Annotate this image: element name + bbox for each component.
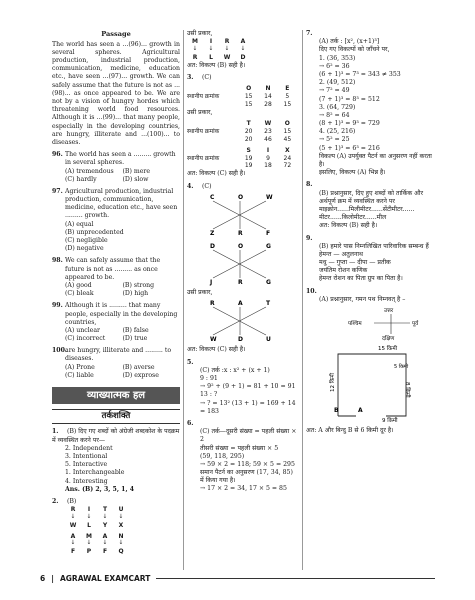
code-letter: U bbox=[118, 506, 124, 514]
letter: I bbox=[266, 146, 270, 154]
position-group bbox=[187, 85, 297, 109]
answer-number: 9. bbox=[306, 234, 313, 242]
distance-bottom: 9 किमी bbox=[382, 418, 398, 424]
row-label bbox=[187, 85, 239, 93]
conclusion: अत: विकल्प (B) सही है। bbox=[187, 61, 246, 69]
answer-line: अत: विकल्प (B) सही है। bbox=[319, 222, 378, 230]
answer-result: Ans. (B) 2, 3, 5, 1, 4 bbox=[65, 485, 135, 493]
question bbox=[52, 188, 180, 254]
answer-line: जयंतिम रोशन कणिक bbox=[319, 267, 368, 275]
answer-line: → 8² = 64 bbox=[319, 111, 350, 119]
column-right bbox=[306, 30, 436, 435]
position-value: 15 bbox=[244, 92, 253, 100]
answer-7 bbox=[306, 30, 436, 177]
question-list bbox=[52, 151, 180, 380]
position-value: 14 bbox=[264, 92, 272, 100]
svg-text:J: J bbox=[210, 278, 213, 286]
same-way-label: उसी प्रकार, bbox=[187, 289, 213, 297]
code-letter: T bbox=[102, 506, 108, 514]
code-letter: A bbox=[102, 532, 108, 540]
code-letter: X bbox=[118, 521, 124, 529]
answer-line: इसलिए, विकल्प (A) भिन्न है। bbox=[319, 169, 386, 177]
svg-text:W: W bbox=[266, 193, 273, 201]
answer-line: दिए गए विकल्पों को जाँचने पर, bbox=[319, 46, 390, 54]
code-letter: M bbox=[192, 38, 198, 46]
row-label bbox=[187, 136, 239, 144]
answer-line: → 7² = 49 bbox=[319, 87, 350, 95]
position-value: 24 bbox=[283, 154, 292, 162]
answer-line: 2. (49, 512) bbox=[319, 79, 356, 87]
question-number: 100. bbox=[52, 347, 68, 355]
question-options bbox=[52, 327, 180, 343]
option: (D) high bbox=[122, 290, 149, 298]
code-row bbox=[65, 522, 145, 530]
answer-option: (C) bbox=[201, 182, 212, 190]
question-number: 97. bbox=[52, 187, 63, 195]
result-value: 28 bbox=[264, 100, 272, 108]
svg-text:D: D bbox=[210, 242, 215, 250]
conclusion: अत: विकल्प (C) सही है। bbox=[187, 170, 246, 178]
row-label bbox=[187, 120, 239, 128]
code-letter bbox=[251, 54, 267, 62]
row-label bbox=[187, 147, 239, 155]
answer-line: → 9² + (9 + 1) = 81 + 10 = 91 bbox=[200, 383, 296, 391]
answer-line: तीसरी संख्या = पहली संख्या × 5 bbox=[200, 444, 279, 452]
answer-2 bbox=[52, 498, 180, 556]
answer-line: 3. (64, 729) bbox=[319, 103, 356, 111]
answer-line: (59, 118, 295) bbox=[200, 452, 245, 460]
answer-items bbox=[52, 445, 180, 486]
question-stem bbox=[52, 302, 180, 327]
code-letter: D bbox=[240, 53, 246, 61]
question bbox=[52, 302, 180, 343]
option: (D) negative bbox=[65, 245, 104, 253]
distance-corner: 5 किमी bbox=[394, 364, 409, 370]
answer-9 bbox=[306, 235, 436, 284]
answer-line: → ? = 13² (13 + 1) = 169 + 14 bbox=[200, 399, 296, 407]
answer-line: = 183 bbox=[200, 407, 219, 415]
answer-line: (B) प्रश्नानुसार, दिए हुए शब्दों को तार्किक और अर्थपूर्ण क्रम में व्यवस्थित करने पर bbox=[319, 189, 423, 205]
svg-text:W: W bbox=[210, 336, 217, 344]
position-groups bbox=[187, 85, 297, 170]
code-arrows: ↓ ↓ ↓ ↓ bbox=[70, 540, 124, 547]
result-value: 45 bbox=[283, 135, 292, 143]
answer-lines bbox=[306, 243, 436, 284]
svg-text:R: R bbox=[238, 278, 243, 286]
code-letter: W bbox=[223, 53, 231, 61]
position-row bbox=[187, 155, 297, 163]
answer-line: 3. Intentional bbox=[65, 452, 108, 460]
letter: O bbox=[284, 119, 290, 127]
question-stem bbox=[52, 188, 180, 221]
answer-6 bbox=[187, 420, 297, 494]
question-number: 99. bbox=[52, 302, 63, 310]
code-letter: A bbox=[70, 532, 76, 540]
page-number: 6 bbox=[40, 574, 46, 583]
answer-line: → 5² = 25 bbox=[319, 136, 350, 144]
code-row bbox=[187, 38, 267, 46]
code-letter: N bbox=[118, 532, 124, 540]
position-value: 19 bbox=[244, 154, 253, 162]
result-value: 19 bbox=[244, 162, 253, 170]
position-group bbox=[187, 120, 297, 144]
question-text: The world has seen a ......... growth in several spheres. bbox=[65, 151, 176, 167]
question-stem bbox=[52, 151, 180, 167]
brand-name: AGRAWAL EXAMCART bbox=[59, 574, 151, 583]
conclusion: अत: विकल्प (C) सही है। bbox=[187, 346, 246, 354]
code-letter: I bbox=[87, 506, 91, 514]
column-middle bbox=[187, 30, 297, 494]
position-row bbox=[187, 128, 297, 136]
question-options bbox=[52, 168, 180, 184]
passage-text: The world has seen a ...(96)... growth in several spheres. Agricultural production, industrial production, communication, medicine, education etc., have seen ...(97)... growth. We can safely assume that the future is not as ...(98)... as once appeared to be. We are not by a vision of hungry hordes which threatening world food resources. Although it is ...(99)... that many people, especially in the developing countries, are hungry, illiterate and ...(100)... to diseases. bbox=[52, 40, 180, 146]
answer-lines bbox=[306, 38, 436, 177]
answer-line: 5. Interactive bbox=[65, 461, 108, 469]
letter: O bbox=[246, 85, 252, 93]
distance-right: 8 किमी bbox=[404, 382, 410, 398]
point-b: B bbox=[334, 407, 339, 414]
distance-top: 15 किमी bbox=[378, 346, 398, 352]
answer-intro: (B) दिए गए शब्दों को अंग्रेजी शब्दकोश के पदक्रम में व्यवस्थित करने पर— bbox=[52, 428, 180, 444]
letter: N bbox=[265, 85, 271, 93]
code-letter: F bbox=[102, 548, 108, 556]
option: (B) unprecedented bbox=[65, 228, 124, 236]
section-heading: तर्कशक्ति bbox=[52, 409, 180, 424]
result-value: 72 bbox=[283, 162, 292, 170]
option: (B) averse bbox=[122, 363, 155, 371]
answer-lines bbox=[306, 296, 436, 304]
compass-east: पूर्व bbox=[412, 321, 419, 327]
answer-line: (A) प्रश्नानुसार, गमन पथ निम्नवत् है – bbox=[319, 295, 406, 303]
result-value: 18 bbox=[264, 162, 272, 170]
position-row bbox=[187, 93, 297, 101]
question-text: We can safely assume that the future is not as ......... as once appeared to be. bbox=[65, 257, 161, 281]
code-letter bbox=[129, 548, 145, 556]
answer-line: (C) तर्क :x : x² + (x + 1) bbox=[200, 366, 270, 374]
question-stem bbox=[52, 257, 180, 282]
question bbox=[52, 151, 180, 184]
code-letter: L bbox=[209, 53, 213, 61]
letter: E bbox=[285, 85, 290, 93]
answer-line: → 17 × 2 = 34, 17 × 5 = 85 bbox=[200, 485, 287, 493]
result-value: 15 bbox=[283, 100, 292, 108]
code-letter: I bbox=[209, 38, 213, 46]
point-a: A bbox=[358, 407, 363, 414]
svg-text:D: D bbox=[238, 336, 243, 344]
option: (C) liable bbox=[65, 371, 94, 379]
svg-text:U: U bbox=[266, 336, 271, 344]
option: (C) bleak bbox=[65, 290, 94, 298]
footer-rule bbox=[156, 578, 435, 579]
position-value: 23 bbox=[264, 127, 272, 135]
question-options bbox=[52, 364, 180, 380]
option: (A) Prone bbox=[65, 363, 95, 371]
letter: S bbox=[246, 146, 251, 154]
letter: W bbox=[264, 119, 272, 127]
position-value: 9 bbox=[266, 154, 270, 162]
code-letter: R bbox=[224, 38, 230, 46]
answer-line: हेमन्त रोशन का पिता ग्रुप का पिता है। bbox=[319, 275, 403, 283]
answer-lines bbox=[187, 428, 297, 494]
code-letter: W bbox=[69, 521, 77, 529]
answer-line: 1. (36, 353) bbox=[319, 54, 356, 62]
same-way-label: उसी प्रकार, bbox=[187, 108, 213, 116]
result-row bbox=[187, 101, 297, 109]
answer-line: (5 + 1)³ = 6³ = 216 bbox=[319, 144, 380, 152]
code-letter: Q bbox=[118, 548, 124, 556]
option: (D) exprose bbox=[122, 371, 159, 379]
code-arrows: ↓ ↓ ↓ ↓ bbox=[192, 46, 246, 53]
answer-line: (8 + 1)³ = 9³ = 729 bbox=[319, 120, 380, 128]
answer-number: 5. bbox=[187, 358, 194, 366]
option: (B) false bbox=[122, 326, 149, 334]
answer-line: (B) हमारे पास निम्नलिखित पारिवारिक सम्बन्ध हैं bbox=[319, 242, 429, 250]
path-diagram bbox=[306, 304, 434, 424]
question bbox=[52, 257, 180, 298]
result-value: 20 bbox=[244, 135, 253, 143]
answer-line: 4. Interesting bbox=[65, 477, 108, 485]
code-row bbox=[65, 548, 145, 556]
code-letter bbox=[129, 506, 145, 514]
answer-line: हेमन्त — अतुलनाथ bbox=[319, 250, 363, 258]
row-label: स्थानीय क्रमांक bbox=[187, 154, 220, 162]
answer-4 bbox=[187, 183, 297, 355]
option: (A) equal bbox=[65, 220, 94, 228]
code-letter: F bbox=[70, 548, 76, 556]
position-value: 5 bbox=[285, 92, 290, 100]
answer-line: (6 + 1)³ = 7³ = 343 ≠ 353 bbox=[319, 70, 401, 78]
row-label bbox=[187, 101, 239, 109]
letters-row bbox=[187, 85, 297, 93]
answer-8 bbox=[306, 181, 436, 230]
question-number: 96. bbox=[52, 151, 63, 159]
letters-row bbox=[187, 120, 297, 128]
option: (C) negligible bbox=[65, 237, 108, 245]
code-letter bbox=[129, 522, 145, 530]
result-value: 46 bbox=[264, 135, 272, 143]
letter-cross-diagram bbox=[202, 297, 282, 343]
answer-lines bbox=[187, 367, 297, 416]
page-footer: 6 | AGRAWAL EXAMCART bbox=[40, 574, 435, 584]
answer-line: → 6² = 36 bbox=[319, 62, 350, 70]
option: (A) unclear bbox=[65, 326, 100, 334]
code-arrows: ↓ ↓ ↓ ↓ bbox=[70, 514, 124, 521]
answer-line: → 59 × 2 = 118; 59 × 5 = 295 bbox=[200, 460, 295, 468]
solutions-banner: व्याख्यात्मक हल bbox=[52, 387, 180, 404]
answer-line: 1. Interchangeable bbox=[65, 469, 125, 477]
answer-line: 9 : 91 bbox=[200, 375, 218, 383]
question-text: Although it is ......... that many people, especially in the developing countries, bbox=[65, 302, 178, 326]
svg-text:R: R bbox=[238, 229, 243, 237]
code-letter: R bbox=[192, 53, 198, 61]
result-value: 15 bbox=[244, 100, 253, 108]
same-way-label: उसी प्रकार, bbox=[187, 30, 213, 37]
column-left bbox=[52, 30, 180, 556]
row-label: स्थानीय क्रमांक bbox=[187, 92, 220, 100]
code-letter: R bbox=[70, 506, 76, 514]
letter-cross-diagram bbox=[202, 191, 282, 237]
distance-left: 12 किमी bbox=[330, 372, 336, 392]
answer-lines bbox=[306, 190, 436, 231]
answer-line: (C) तर्क—दूसरी संख्या = पहली संख्या × 2 bbox=[200, 428, 297, 444]
answer-number: 6. bbox=[187, 419, 194, 427]
question-text: Agricultural production, industrial production, communication, medicine, education etc., have seen ......... growth. bbox=[65, 187, 178, 220]
answer-number: 7. bbox=[306, 30, 313, 37]
code-letter: L bbox=[87, 521, 91, 529]
passage-title: Passage bbox=[101, 30, 131, 38]
option: (C) incorrect bbox=[65, 335, 106, 343]
option: (C) hardly bbox=[65, 175, 97, 183]
compass-south: दक्षिण bbox=[382, 336, 395, 342]
svg-text:O: O bbox=[238, 242, 244, 250]
code-letter: P bbox=[86, 548, 92, 556]
question-number: 98. bbox=[52, 257, 63, 265]
letters-row bbox=[187, 147, 297, 155]
option: (B) strong bbox=[122, 281, 155, 289]
column-divider-1 bbox=[183, 30, 184, 570]
compass-west: पश्चिम bbox=[348, 321, 362, 327]
question-text: are hungry, illiterate and ......... to diseases. bbox=[65, 347, 172, 363]
svg-text:C: C bbox=[210, 193, 215, 201]
answer-3 bbox=[187, 74, 297, 179]
answer-5 bbox=[187, 359, 297, 416]
code-letter: Y bbox=[102, 521, 108, 529]
svg-text:R: R bbox=[210, 300, 215, 308]
conclusion: अत: A और बिन्दु B से 6 किमी दूर है। bbox=[306, 427, 394, 435]
answer-line: (7 + 1)³ = 8³ = 512 bbox=[319, 95, 380, 103]
answer-1 bbox=[52, 428, 180, 494]
question-options bbox=[52, 221, 180, 254]
answer-number: 1. bbox=[52, 428, 59, 436]
row-label: स्थानीय क्रमांक bbox=[187, 127, 220, 135]
answer-line: माइक्रोन......मिलीमीटर......सेंटीमीटर...... bbox=[319, 205, 415, 213]
option: (A) good bbox=[65, 281, 92, 289]
answer-line: समान पैटर्न का अनुसरण (17, 34, 85) bbox=[200, 469, 293, 477]
question-options bbox=[52, 282, 180, 298]
compass-north: उत्तर bbox=[384, 308, 394, 314]
position-value: 15 bbox=[283, 127, 292, 135]
svg-text:G: G bbox=[266, 278, 271, 286]
result-row bbox=[187, 136, 297, 144]
code-row bbox=[65, 506, 145, 514]
question bbox=[52, 347, 180, 380]
option: (B) mere bbox=[122, 167, 150, 175]
position-group bbox=[187, 147, 297, 171]
answer-number: 8. bbox=[306, 181, 313, 189]
answer-option: (C) bbox=[201, 73, 212, 81]
answer-line: में किया गया है। bbox=[200, 477, 236, 485]
svg-text:A: A bbox=[238, 300, 243, 308]
answer-line: (A) तर्क : [x², (x+1)³] bbox=[319, 38, 380, 46]
answer-number: 3. bbox=[187, 73, 194, 81]
code-letter: M bbox=[86, 532, 92, 540]
answer-line: 2. Independent bbox=[65, 444, 113, 452]
answer-option: (B) bbox=[66, 497, 77, 505]
svg-text:Z: Z bbox=[210, 229, 215, 237]
answer-number: 2. bbox=[52, 497, 59, 505]
answer-line: 4. (25, 216) bbox=[319, 128, 356, 136]
code-letter: A bbox=[240, 38, 246, 46]
answer-10 bbox=[306, 288, 436, 436]
letter-cross-diagram bbox=[202, 240, 282, 286]
svg-text:T: T bbox=[266, 300, 271, 308]
svg-text:O: O bbox=[238, 193, 244, 201]
letter: T bbox=[246, 119, 251, 127]
code-row bbox=[187, 54, 267, 62]
question-stem bbox=[52, 347, 180, 363]
code-letter bbox=[129, 533, 145, 541]
answer-line: मधु — गुप्ता — दीपा — प्रतीक bbox=[319, 259, 391, 267]
answer-line: 13 : ? bbox=[200, 391, 218, 399]
answer-line: मीटर......किलोमीटर......मील bbox=[319, 214, 387, 222]
svg-text:F: F bbox=[266, 229, 271, 237]
answer-number: 4. bbox=[187, 182, 194, 190]
answer-number: 10. bbox=[306, 287, 317, 295]
position-value: 20 bbox=[244, 127, 253, 135]
answer-line: विकल्प (A) उपर्युक्त पैटर्न का अनुसरण नहीं करता है। bbox=[319, 152, 432, 168]
letter: X bbox=[285, 146, 290, 154]
svg-text:G: G bbox=[266, 242, 271, 250]
option: (D) true bbox=[122, 335, 148, 343]
option: (A) tremendous bbox=[65, 167, 114, 175]
option: (D) slow bbox=[122, 175, 149, 183]
column-divider-2 bbox=[302, 30, 303, 570]
code-letter bbox=[251, 38, 267, 46]
